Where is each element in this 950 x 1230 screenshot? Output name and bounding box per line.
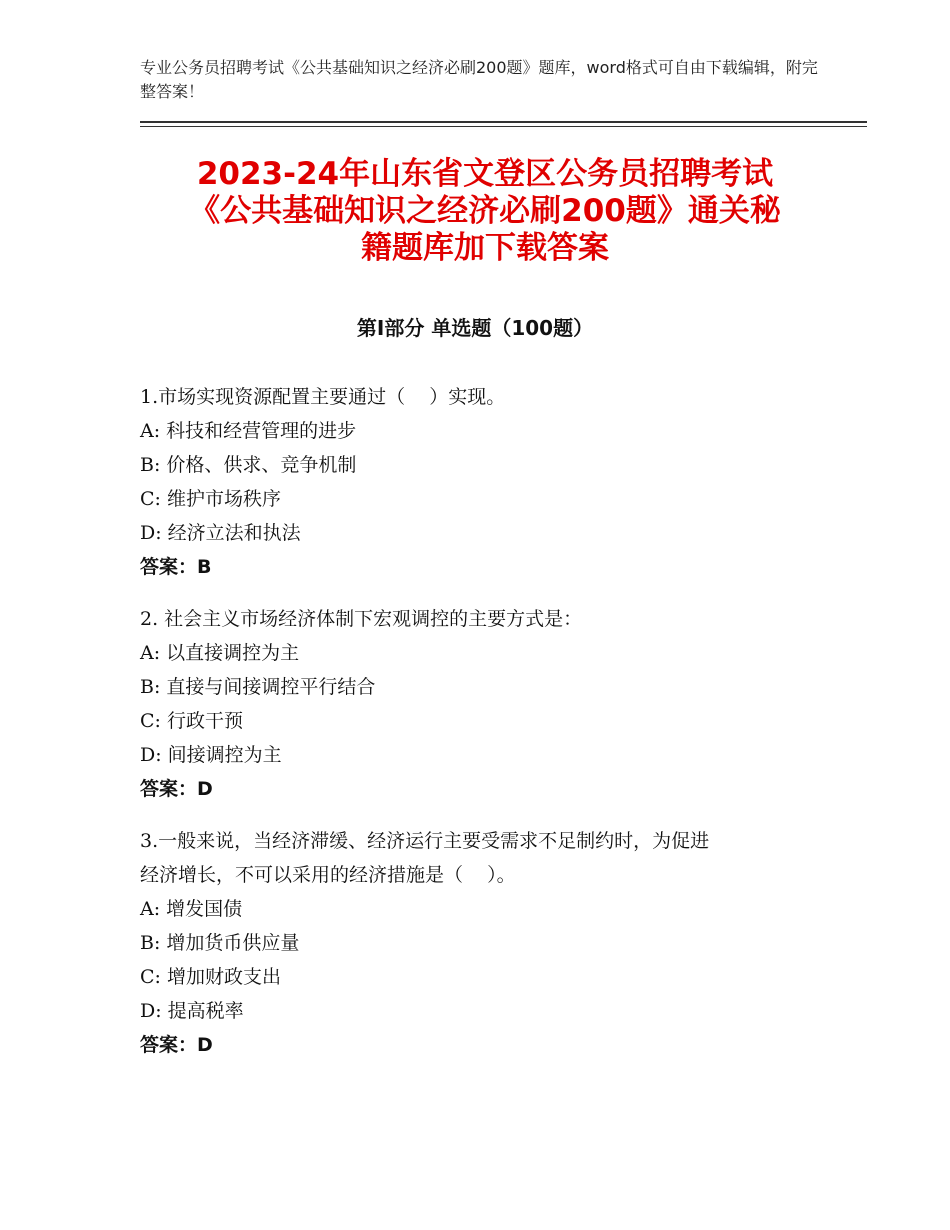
question-answer: 答案：D (140, 1034, 213, 1056)
question-option: C: 增加财政支出 (140, 966, 281, 988)
question-option: C: 行政干预 (140, 710, 243, 732)
question-stem: 1.市场实现资源配置主要通过（ ）实现。 (140, 386, 506, 408)
document-title-line: 籍题库加下载答案 (361, 230, 609, 266)
question-answer: 答案：D (140, 778, 213, 800)
document-title (120, 156, 850, 267)
question-stem: 2. 社会主义市场经济体制下宏观调控的主要方式是： (140, 608, 583, 630)
question-option: B: 直接与间接调控平行结合 (140, 676, 376, 698)
question-answer: 答案：B (140, 556, 212, 578)
question-option: D: 经济立法和执法 (140, 522, 301, 544)
question-option: B: 价格、供求、竞争机制 (140, 454, 357, 476)
question-list (140, 380, 812, 1080)
question-option: A: 科技和经营管理的进步 (140, 420, 357, 442)
question-option: A: 以直接调控为主 (140, 642, 300, 664)
document-title-line: 2023-24年山东省文登区公务员招聘考试 (196, 156, 774, 192)
question-stem-continued: 经济增长，不可以采用的经济措施是（ ）。 (140, 864, 516, 886)
question-option: A: 增发国债 (140, 898, 243, 920)
header-divider-thick (140, 121, 867, 123)
question-item (140, 602, 812, 806)
document-title-line: 《公共基础知识之经济必刷200题》通关秘 (189, 193, 781, 229)
question-option: C: 维护市场秩序 (140, 488, 281, 510)
question-option: D: 提高税率 (140, 1000, 244, 1022)
question-stem: 3.一般来说，当经济滞缓、经济运行主要受需求不足制约时，为促进 (140, 830, 710, 852)
question-option: D: 间接调控为主 (140, 744, 282, 766)
header-note: 专业公务员招聘考试《公共基础知识之经济必刷200题》题库，word格式可自由下载编辑，附完整答案！ (140, 58, 818, 101)
question-item (140, 824, 812, 1062)
question-option: B: 增加货币供应量 (140, 932, 300, 954)
header-divider-thin (140, 126, 867, 127)
question-item (140, 380, 812, 584)
section-title: 第Ⅰ部分 单选题（100题） (356, 316, 594, 340)
